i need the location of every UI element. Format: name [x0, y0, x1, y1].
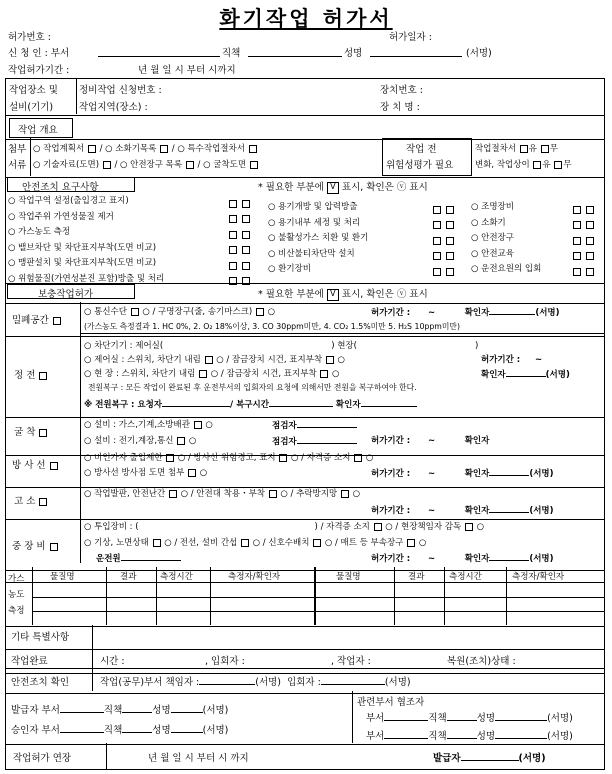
checkbox[interactable]	[229, 246, 237, 254]
extension-text: 년 월 일 시 부터 시 까지	[148, 753, 249, 764]
gas-label-3: 측정	[8, 606, 25, 616]
safety-right-list	[471, 200, 541, 278]
attach-tech-data: ○ 기술자료(도면) / ○ 안전장구 목록 / ○ 굴착도면	[33, 158, 259, 170]
checkbox[interactable]	[229, 277, 237, 285]
radiation-row-1: ○ 비인가자 출입제한 ○ / 방사선 위험경고, 표지 ○ / 자격증 소지 ○	[84, 453, 374, 463]
applicant-name-label: 성명	[344, 48, 363, 59]
procedure-diff-label: 변화, 작업상이 유 무	[475, 160, 572, 170]
checkbox[interactable]	[160, 145, 168, 153]
excavation-row-2: ○ 설비 : 전기,계장,통신 ○	[84, 436, 197, 446]
checkbox[interactable]	[169, 490, 177, 498]
work-summary-label: 작업 개요	[18, 125, 58, 136]
checkbox[interactable]	[242, 215, 250, 223]
supplement-header: 보충작업허가	[38, 289, 94, 300]
checkbox[interactable]	[186, 161, 194, 169]
checkbox[interactable]	[586, 221, 594, 229]
completion-worker: , 작업자 :	[331, 656, 371, 667]
location-label-1: 작업장소 및	[9, 85, 58, 96]
safety-note: * 필요한 부분에 V 표시, 확인은 ⓥ 표시	[258, 181, 428, 193]
list-item: ○ 맹판설치 및 차단표지부착(도면 비교)	[8, 258, 157, 269]
checkbox[interactable]	[39, 429, 47, 437]
attachment-label-2: 서류	[8, 160, 27, 171]
issuer-row: 발급자 부서 직책 성명 (서명)	[11, 702, 228, 716]
gas-col-time-2: 측정시간	[449, 572, 482, 582]
list-item: ○ 용기내부 세정 및 처리	[268, 217, 361, 228]
gas-col-substance-2: 물질명	[336, 572, 361, 582]
checkbox[interactable]	[39, 372, 47, 380]
checkbox[interactable]	[554, 161, 562, 169]
checkbox[interactable]	[131, 308, 139, 316]
request-number-label: 정비작업 신청번호 :	[79, 85, 162, 96]
safety-confirm-row: 작업(공무)부서 책임자 : (서명) 입회자 : (서명)	[100, 674, 411, 688]
checkbox[interactable]	[446, 206, 454, 214]
attachment-label-1: 첨부	[8, 144, 27, 155]
radiation-period: 허가기간 : ~ 확인자 (서명)	[371, 466, 554, 479]
equipment-name-label: 장 치 명 :	[380, 102, 420, 113]
checkbox[interactable]	[446, 252, 454, 260]
checkbox[interactable]	[39, 498, 47, 506]
applicant-name-field[interactable]	[370, 45, 462, 57]
checkbox[interactable]	[50, 462, 58, 470]
checkbox[interactable]	[374, 523, 382, 531]
gas-col-result-2: 결과	[408, 572, 425, 582]
gas-col-time: 측정시간	[160, 572, 193, 582]
list-item: ○ 위험물질(가연성분진 포함)방출 및 처리	[8, 273, 165, 284]
checkbox[interactable]	[53, 317, 61, 325]
checkbox[interactable]	[250, 161, 258, 169]
checkbox[interactable]	[433, 221, 441, 229]
safety-confirm-label: 안전조치 확인	[11, 677, 70, 688]
permit-number-label: 허가번호 :	[8, 32, 51, 43]
checkbox[interactable]	[88, 145, 96, 153]
heavy-equipment-label: 중 장 비	[12, 538, 59, 552]
excavation-checker-1: 점검자	[272, 418, 357, 431]
completion-restore: 복원(조치)상태 :	[447, 656, 516, 667]
excavation-row-1: ○ 설비 : 가스,기계,소방배관 ○	[84, 420, 213, 430]
list-item: ○ 소화기	[471, 217, 506, 228]
checkbox[interactable]	[242, 231, 250, 239]
extension-issuer: 발급자 (서명)	[433, 750, 546, 764]
heavy-operator: 운전원	[96, 551, 181, 564]
checkbox[interactable]	[166, 454, 174, 462]
checkbox[interactable]	[256, 308, 264, 316]
checkbox[interactable]	[533, 161, 541, 169]
list-item: ○ 밸브차단 및 차단표지부착(도면 비교)	[8, 242, 157, 253]
checkbox[interactable]	[586, 252, 594, 260]
checkbox[interactable]	[354, 454, 362, 462]
checkbox[interactable]	[50, 543, 58, 551]
checkbox[interactable]	[586, 268, 594, 276]
checkbox[interactable]	[433, 237, 441, 245]
checkbox[interactable]	[242, 262, 250, 270]
list-item: ○ 가스농도 측정	[8, 227, 71, 238]
checkbox[interactable]	[242, 246, 250, 254]
list-item: ○ 운전요원의 입회	[471, 264, 542, 275]
power-label: 정 전	[14, 367, 48, 381]
checkbox[interactable]	[446, 221, 454, 229]
checkbox[interactable]	[586, 206, 594, 214]
power-confirm: 확인자 (서명)	[481, 367, 570, 380]
confined-space-label: 밀폐공간	[12, 312, 62, 326]
power-period: 허가기간 : ~	[481, 355, 543, 365]
checkbox[interactable]	[177, 437, 185, 445]
safety-header: 안전조치 요구사항	[22, 182, 99, 193]
checkbox[interactable]	[573, 237, 581, 245]
checkbox[interactable]	[229, 215, 237, 223]
pre-work-label: 작업 전	[406, 144, 437, 155]
work-period-label: 작업허가기간 :	[8, 65, 70, 76]
applicant-rank-label: 직책	[222, 48, 241, 59]
checkbox[interactable]	[573, 221, 581, 229]
power-row-2: ○ 제어실 : 스위치, 차단기 내림 ○ / 잠금장치 시건, 표지부착 ○	[84, 355, 345, 365]
checkbox[interactable]	[433, 206, 441, 214]
confined-row-1: ○ 통신수단 ○ / 구명장구(줄, 송기마스크) ○	[84, 307, 276, 317]
safety-mid-list	[268, 200, 368, 278]
work-area-label: 작업지역(장소) :	[79, 102, 148, 113]
risk-assessment-label: 위험성평가 필요	[386, 160, 454, 171]
checkbox[interactable]	[103, 161, 111, 169]
checkbox[interactable]	[433, 268, 441, 276]
applicant-label: 신 청 인 : 부서	[8, 48, 70, 59]
checkbox[interactable]	[446, 237, 454, 245]
height-row-1: ○ 작업발판, 안전난간 ○ / 안전대 착용・부착 ○ / 추락방지망 ○	[84, 489, 360, 499]
heavy-period: 허가기간 : ~ 확인자 (서명)	[371, 551, 554, 564]
gas-col-substance: 물질명	[50, 572, 75, 582]
height-period: 허가기간 : ~ 확인자 (서명)	[371, 503, 554, 516]
checkbox[interactable]	[573, 268, 581, 276]
excavation-label: 굴 착	[14, 424, 48, 438]
confined-period: 허가기간 : ~ 확인자 (서명)	[371, 305, 560, 318]
procedure-change-label: 작업절차서 유 무	[475, 144, 558, 154]
safety-mid-checks	[432, 202, 455, 280]
coop-row-2: 부서 직책 성명 (서명)	[366, 728, 573, 742]
list-item: ○ 불활성가스 치환 및 환기	[268, 233, 369, 244]
radiation-row-2: ○ 방사선 방사점 도면 첨부 ○	[84, 468, 208, 478]
checkbox[interactable]	[242, 277, 250, 285]
checkbox[interactable]	[205, 356, 213, 364]
work-period-text: 년 월 일 시 부터 시까지	[138, 65, 236, 76]
completion-time: 시간 :	[100, 656, 125, 667]
heavy-row-1: ○ 투입장비 : ( ) / 자격증 소지 ○ / 현장책임자 감독 ○	[84, 522, 484, 532]
completion-label: 작업완료	[11, 656, 48, 667]
checkbox[interactable]	[229, 231, 237, 239]
checkbox[interactable]	[586, 237, 594, 245]
checkbox[interactable]	[520, 145, 528, 153]
checkbox[interactable]	[249, 145, 257, 153]
gas-col-result: 결과	[120, 572, 137, 582]
power-row-3: ○ 현 장 : 스위치, 차단기 내림 ○ / 잠금장치 시건, 표지부착 ○	[84, 369, 340, 379]
safety-left-list	[8, 194, 164, 288]
excavation-checker-2: 점검자	[272, 434, 357, 447]
attach-work-plan: ○ 작업계획서 / ○ 소화기목록 / ○ 특수작업절차서	[33, 142, 258, 154]
checkbox[interactable]	[269, 490, 277, 498]
checkbox[interactable]	[320, 370, 328, 378]
power-restore-row: ※ 전원복구 : 요청자 / 복구시간 확인자	[84, 397, 417, 410]
heavy-row-2: ○ 기상, 노면상태 ○ / 전선, 설비 간섭 ○ / 신호수배치 ○ / 매트 등 부속장구 ○	[84, 538, 427, 548]
checkbox[interactable]	[188, 469, 196, 477]
special-notes-label: 기타 특별사항	[11, 632, 70, 643]
list-item: ○ 환기장비	[268, 264, 311, 275]
gas-col-checker: 측정자/확인자	[228, 572, 281, 582]
completion-witness: , 입회자 :	[205, 656, 245, 667]
checkbox[interactable]	[326, 356, 334, 364]
radiation-label: 방 사 선	[12, 457, 59, 471]
safety-left-checks	[228, 196, 251, 290]
checkbox[interactable]	[541, 145, 549, 153]
checkbox[interactable]	[407, 539, 415, 547]
excavation-period: 허가기간 : ~ 확인자	[371, 436, 490, 446]
checkbox[interactable]	[573, 206, 581, 214]
permit-date-label: 허가일자 :	[389, 32, 432, 43]
checkbox[interactable]	[229, 200, 237, 208]
supplement-note: * 필요한 부분에 V 표시, 확인은 ⓥ 표시	[258, 288, 428, 300]
applicant-rank-field[interactable]	[248, 45, 342, 57]
checkbox[interactable]	[573, 252, 581, 260]
power-row-1: ○ 차단기기 : 제어실( ) 현장( )	[84, 341, 479, 351]
list-item: ○ 안전장구	[471, 233, 514, 244]
equipment-number-label: 장치번호 :	[380, 85, 423, 96]
coop-title: 관련부서 협조자	[357, 697, 425, 708]
checkbox[interactable]	[242, 200, 250, 208]
checkbox[interactable]	[199, 370, 207, 378]
checkbox[interactable]	[433, 252, 441, 260]
checkbox[interactable]	[153, 539, 161, 547]
checkbox[interactable]	[341, 490, 349, 498]
list-item: ○ 작업주위 가연성물질 제거	[8, 211, 114, 222]
gas-col-checker-2: 측정자/확인자	[512, 572, 565, 582]
height-label: 고 소	[14, 493, 48, 507]
list-item: ○ 조명장비	[471, 202, 514, 212]
extension-label: 작업허가 연장	[13, 753, 72, 764]
confined-gas-criteria: (가스농도 측정결과 1. HC 0%, 2. O₂ 18%이상, 3. CO 30ppm미만, 4. CO₂ 1.5%미만 5. H₂S 10ppm미만)	[84, 322, 461, 331]
checkbox[interactable]	[229, 262, 237, 270]
list-item: ○ 용기개방 및 압력방출	[268, 202, 358, 212]
checkbox[interactable]	[194, 421, 202, 429]
page-title: 화기작업 허가서	[219, 6, 393, 31]
checkbox[interactable]	[313, 539, 321, 547]
checkbox[interactable]	[465, 523, 473, 531]
list-item: ○ 작업구역 설정(출입경고 표지)	[8, 196, 129, 206]
gas-label-2: 농도	[8, 590, 25, 600]
list-item: ○ 비산불티차단막 설치	[268, 248, 355, 259]
power-restore-note: 전원복구 : 모든 작업이 완료된 후 운전부서의 입회자의 요청에 의해서만 전원을 복구하여야 한다.	[88, 383, 417, 392]
checkbox[interactable]	[279, 454, 287, 462]
applicant-dept-field[interactable]	[98, 45, 220, 57]
list-item: ○ 안전교육	[471, 248, 514, 259]
location-label-2: 설비(기기)	[9, 102, 54, 113]
checkbox[interactable]	[446, 268, 454, 276]
coop-row-1: 부서 직책 성명 (서명)	[366, 710, 573, 724]
applicant-sign-label: (서명)	[466, 48, 492, 59]
gas-label-1: 가스	[8, 574, 25, 584]
checkbox[interactable]	[241, 539, 249, 547]
safety-right-checks	[572, 202, 595, 280]
approver-row: 승인자 부서 직책 성명 (서명)	[11, 722, 228, 736]
